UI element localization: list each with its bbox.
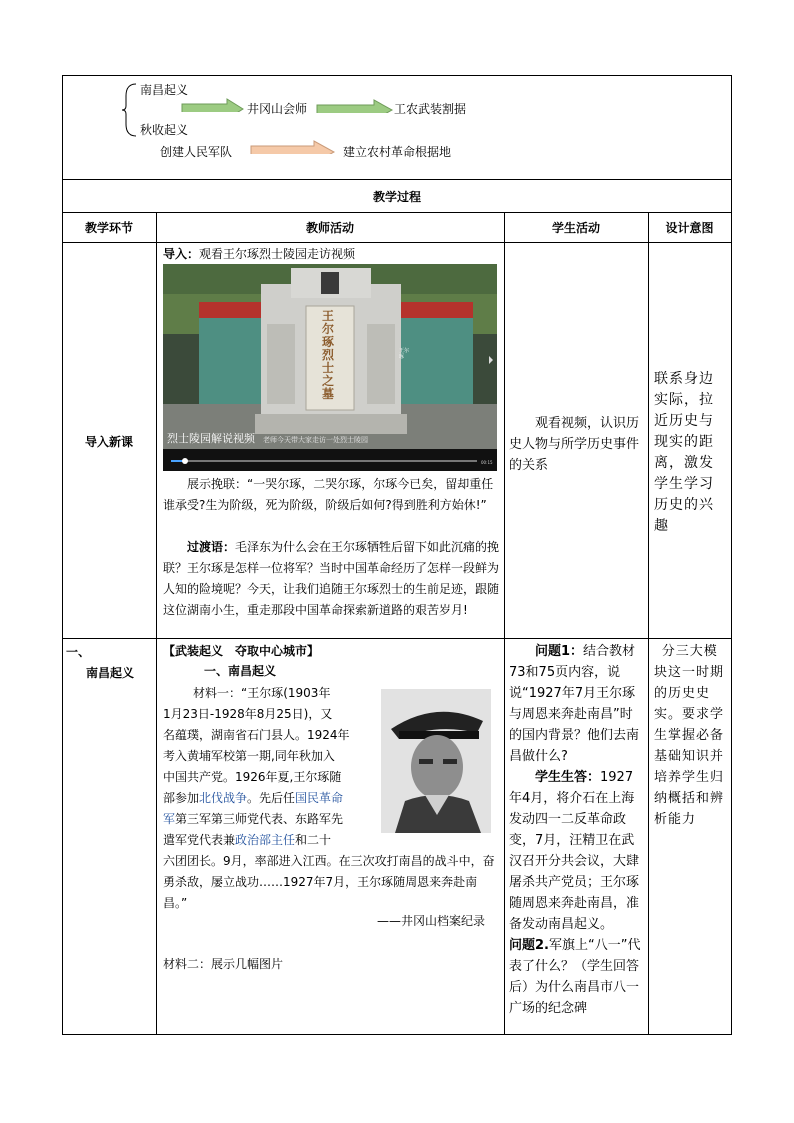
col-divider-3 [648, 212, 649, 1035]
transition-text: 毛泽东为什么会在王尔琢牺牲后留下如此沉痛的挽联？王尔琢是怎样一位将军？当时中国革命经历了怎样一段鲜为人知的险境呢？今天，让我们追随王尔琢烈士的生前足迹，跟随这位湖南小生，重走那段中国革命探索新道路的艰苦岁月! [163, 540, 500, 617]
m1-line-c: 名蕴璞，湖南省石门县人。1924年 [163, 728, 350, 742]
video-title: 烈士陵园解说视频 [167, 432, 255, 445]
intro-text: 观看王尔琢烈士陵园走访视频 [199, 247, 356, 261]
row1-stage: 导入新课 [84, 435, 133, 449]
monument-side-plaque: 王尔琢 [399, 348, 410, 360]
link-northern-expedition[interactable]: 北伐战争 [199, 791, 248, 805]
video-player[interactable] [163, 264, 497, 471]
q2-text: 军旗上“八一”代表了什么？（学生回答后）为什么南昌市八一广场的纪念碑 [509, 938, 641, 1016]
col-header-intent: 设计意图 [665, 221, 714, 235]
diagram-bracket [120, 80, 140, 140]
row2-intent: 分三大模块这一时期的历史史实。要求学生掌握必备基础知识并培养学生归纳概括和辨析能力 [654, 644, 725, 827]
rule-after-diagram [62, 179, 732, 180]
link-nra-2[interactable]: 军 [163, 812, 176, 826]
couplet-text: “一哭尔琢，二哭尔琢，尔琢今已矣，留却重任谁承受?生为阶级，死为阶级，阶级后如何?得到胜利方始休!” [163, 477, 494, 512]
couplet-label: 展示挽联： [187, 477, 248, 491]
monument-inscription: 王尔琢烈士之墓 [322, 309, 335, 401]
m1-line-g: 军第三军第三师党代表、东路军先 [163, 812, 344, 826]
row2-section: 【武装起义 夺取中心城市】 [163, 644, 320, 658]
m1-line-f: 部参加北伐战争。先后任国民革命 [163, 791, 344, 805]
section-title: 教学过程 [372, 190, 421, 204]
m1-line-b: 1月23日-1928年8月25日)，又 [163, 707, 333, 721]
a1-text: 1927年4月，将介石在上海发动四一二反革命政变，7月，汪精卫在武汉召开分共会议，大肆屠杀共产党员；王尔琢随周恩来奔赴南昌，准备发动南昌起义。 [509, 770, 640, 932]
col-divider-2 [504, 212, 505, 1035]
row1-intro [163, 244, 355, 265]
transition [163, 537, 500, 621]
node-nanchang: 南昌起义 [140, 83, 189, 97]
arrow-green-1 [181, 98, 245, 112]
m1-line-a: 材料一：“王尔琢(1903年 [193, 686, 331, 700]
row1-intent: 联系身边实际，拉近历史与现实的距离，激发学生学习历史的兴趣 [654, 371, 714, 534]
couplet [163, 474, 500, 516]
node-army: 创建人民军队 [160, 145, 233, 159]
m1-line-e: 中国共产党。1926年夏,王尔琢随 [163, 770, 342, 784]
rule-after-row1 [62, 638, 732, 639]
q1-text: 结合教材73和75页内容，说说“1927年7月王尔琢与周恩来奔赴南昌”时的国内背景？他们去南昌做什么? [509, 644, 640, 764]
table-border-bottom [62, 1034, 732, 1035]
transition-label: 过渡语： [187, 540, 236, 554]
row2-student [509, 641, 645, 1019]
portrait-figure [381, 689, 491, 833]
node-jinggang: 井冈山会师 [247, 102, 308, 116]
node-autumn: 秋收起义 [140, 123, 189, 137]
row2-sub: 一、南昌起义 [204, 664, 277, 678]
row2-stage: 南昌起义 [86, 666, 135, 680]
table-border-right [731, 75, 732, 1035]
svg-text:00:15: 00:15 [481, 460, 493, 465]
table-border-top [62, 75, 732, 76]
link-nra[interactable]: 国民革命 [295, 791, 344, 805]
link-political-dept[interactable]: 政治部主任 [235, 833, 296, 847]
col-divider-1 [156, 212, 157, 1035]
arrow-green-2 [316, 99, 394, 113]
m1-line-d: 考入黄埔军校第一期,同年秋加入 [163, 749, 335, 763]
rule-after-section-title [62, 212, 732, 213]
q2-label: 问题 [509, 938, 536, 953]
node-workers: 工农武装割据 [394, 102, 467, 116]
row1-student: 观看视频，认识历史人物与所学历史事件的关系 [509, 416, 640, 473]
rule-after-header [62, 242, 732, 243]
col-header-student: 学生活动 [551, 221, 600, 235]
material1-source: ——井冈山档案纪录 [376, 914, 485, 928]
material2: 材料二：展示几幅图片 [163, 957, 284, 971]
q2-num: 2. [535, 938, 549, 953]
col-header-stage: 教学环节 [84, 221, 133, 235]
m1-line-i: 六团团长。9月，率部进入江西。在三次攻打南昌的战斗中，奋勇杀敌，屡立战功……1927年7月，王尔琢随周恩来奔赴南昌。” [163, 854, 495, 910]
intro-label: 导入： [163, 247, 200, 261]
portrait-photo [381, 689, 491, 833]
row2-stage-num: 一、 [66, 645, 91, 659]
arrow-orange [250, 140, 336, 154]
video-caption: 老师今天带大家走访一处烈士陵园 [263, 436, 368, 444]
node-base: 建立农村革命根据地 [343, 145, 452, 159]
q1-label: 问题1： [535, 644, 584, 659]
a1-label: 学生生答： [535, 770, 601, 785]
m1-line-h: 遣军党代表兼政治部主任和二十 [163, 833, 332, 847]
col-header-teacher: 教师活动 [305, 221, 354, 235]
